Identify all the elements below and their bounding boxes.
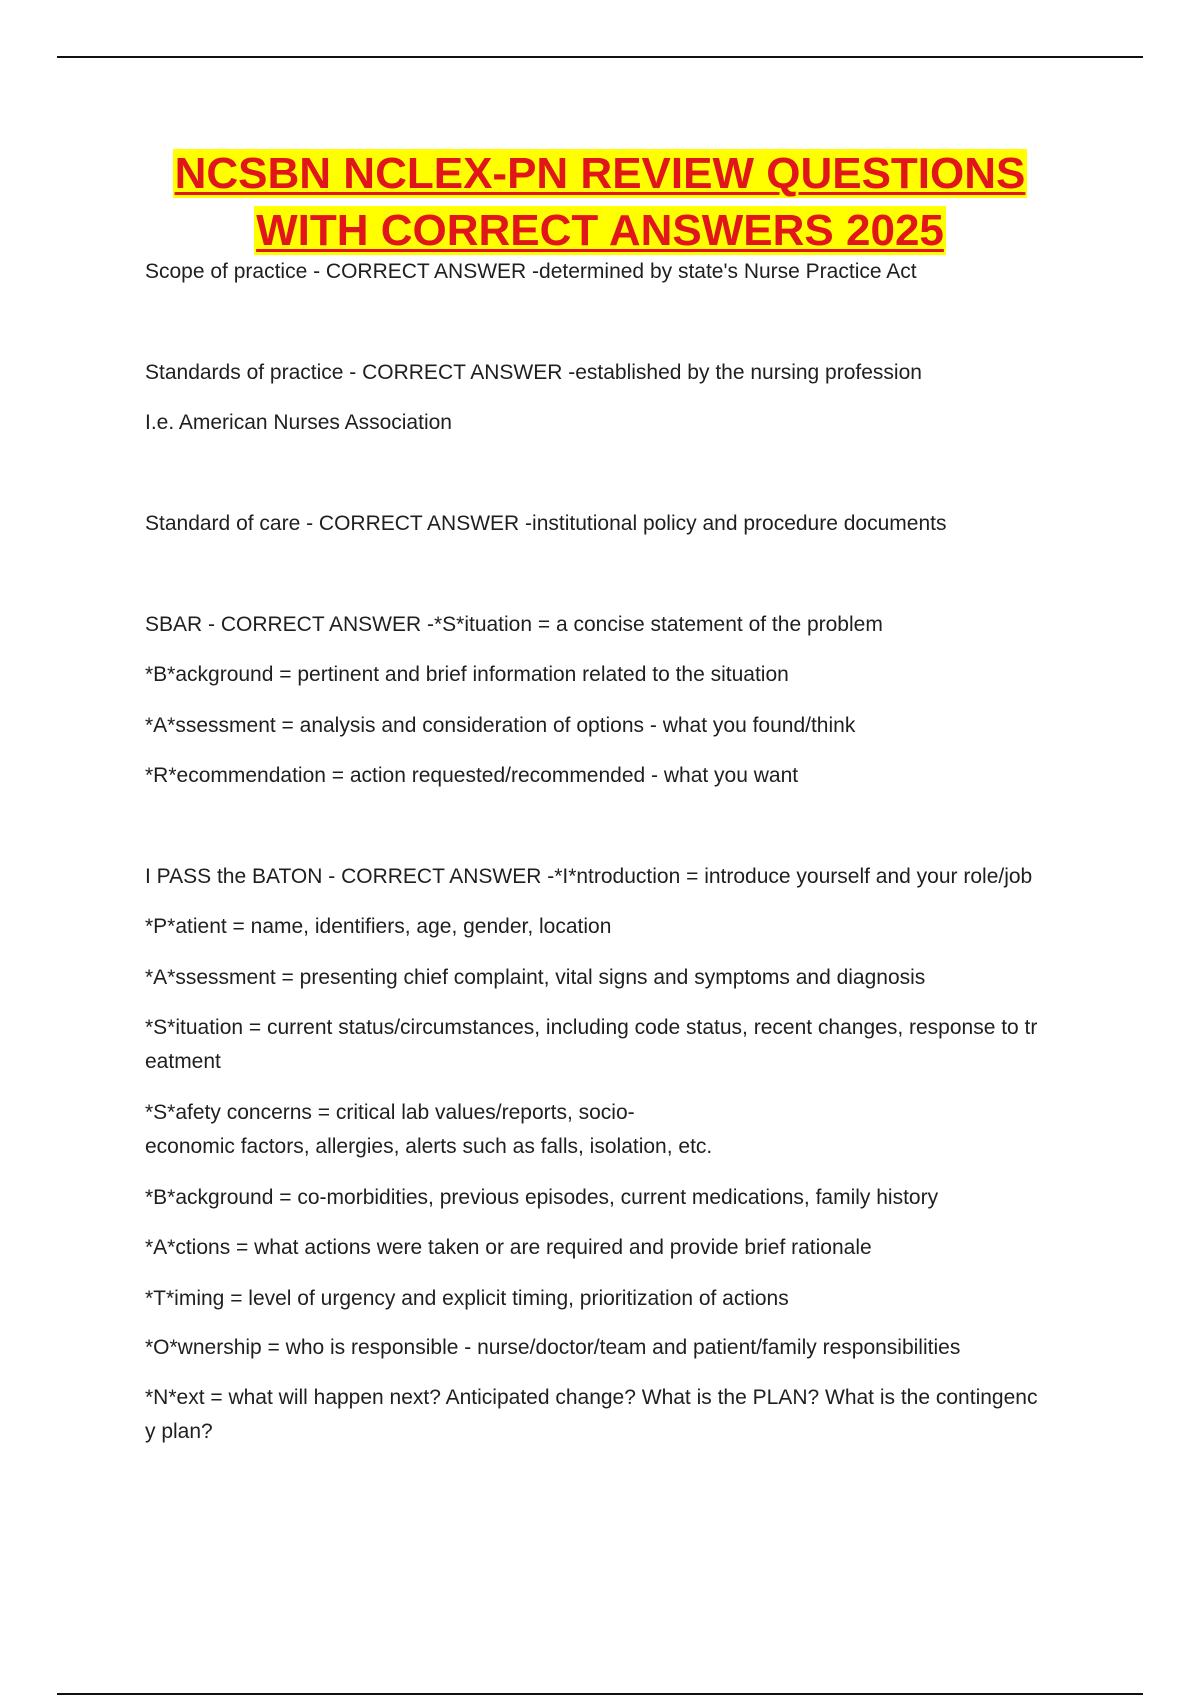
baton-safety-concerns: *S*afety concerns = critical lab values/reports, socio- [145, 1101, 635, 1124]
answer-scope-of-practice: Scope of practice - CORRECT ANSWER -determined by state's Nurse Practice Act [145, 260, 917, 283]
baton-actions: *A*ctions = what actions were taken or are required and provide brief rationale [145, 1236, 872, 1259]
bottom-rule [57, 1693, 1143, 1695]
baton-patient: *P*atient = name, identifiers, age, gender, location [145, 915, 612, 938]
document-title [0, 145, 1200, 259]
baton-background: *B*ackground = co-morbidities, previous episodes, current medications, family history [145, 1186, 939, 1209]
answer-standard-of-care: Standard of care - CORRECT ANSWER -institutional policy and procedure documents [145, 512, 947, 535]
title-line-1: NCSBN NCLEX-PN REVIEW QUESTIONS [174, 149, 1026, 198]
answer-sbar: SBAR - CORRECT ANSWER -*S*ituation = a concise statement of the problem [145, 613, 883, 636]
answer-standards-example: I.e. American Nurses Association [145, 411, 452, 434]
answer-i-pass-the-baton: I PASS the BATON - CORRECT ANSWER -*I*ntroduction = introduce yourself and your role/job [145, 865, 1033, 888]
baton-next-continued: y plan? [145, 1420, 213, 1443]
sbar-assessment: *A*ssessment = analysis and consideration of options - what you found/think [145, 714, 856, 737]
top-rule [57, 56, 1143, 58]
baton-situation-continued: eatment [145, 1050, 221, 1073]
baton-assessment: *A*ssessment = presenting chief complaint, vital signs and symptoms and diagnosis [145, 966, 926, 989]
title-line-2: WITH CORRECT ANSWERS 2025 [256, 206, 944, 255]
baton-situation: *S*ituation = current status/circumstances, including code status, recent changes, response to tr [145, 1016, 1038, 1039]
sbar-background: *B*ackground = pertinent and brief information related to the situation [145, 663, 789, 686]
baton-ownership: *O*wnership = who is responsible - nurse/doctor/team and patient/family responsibilities [145, 1336, 961, 1359]
baton-next: *N*ext = what will happen next? Anticipated change? What is the PLAN? What is the contingenc [145, 1386, 1038, 1409]
sbar-recommendation: *R*ecommendation = action requested/recommended - what you want [145, 764, 799, 787]
answer-standards-of-practice: Standards of practice - CORRECT ANSWER -established by the nursing profession [145, 361, 922, 384]
baton-timing: *T*iming = level of urgency and explicit timing, prioritization of actions [145, 1287, 789, 1310]
baton-safety-concerns-continued: economic factors, allergies, alerts such as falls, isolation, etc. [145, 1135, 713, 1158]
